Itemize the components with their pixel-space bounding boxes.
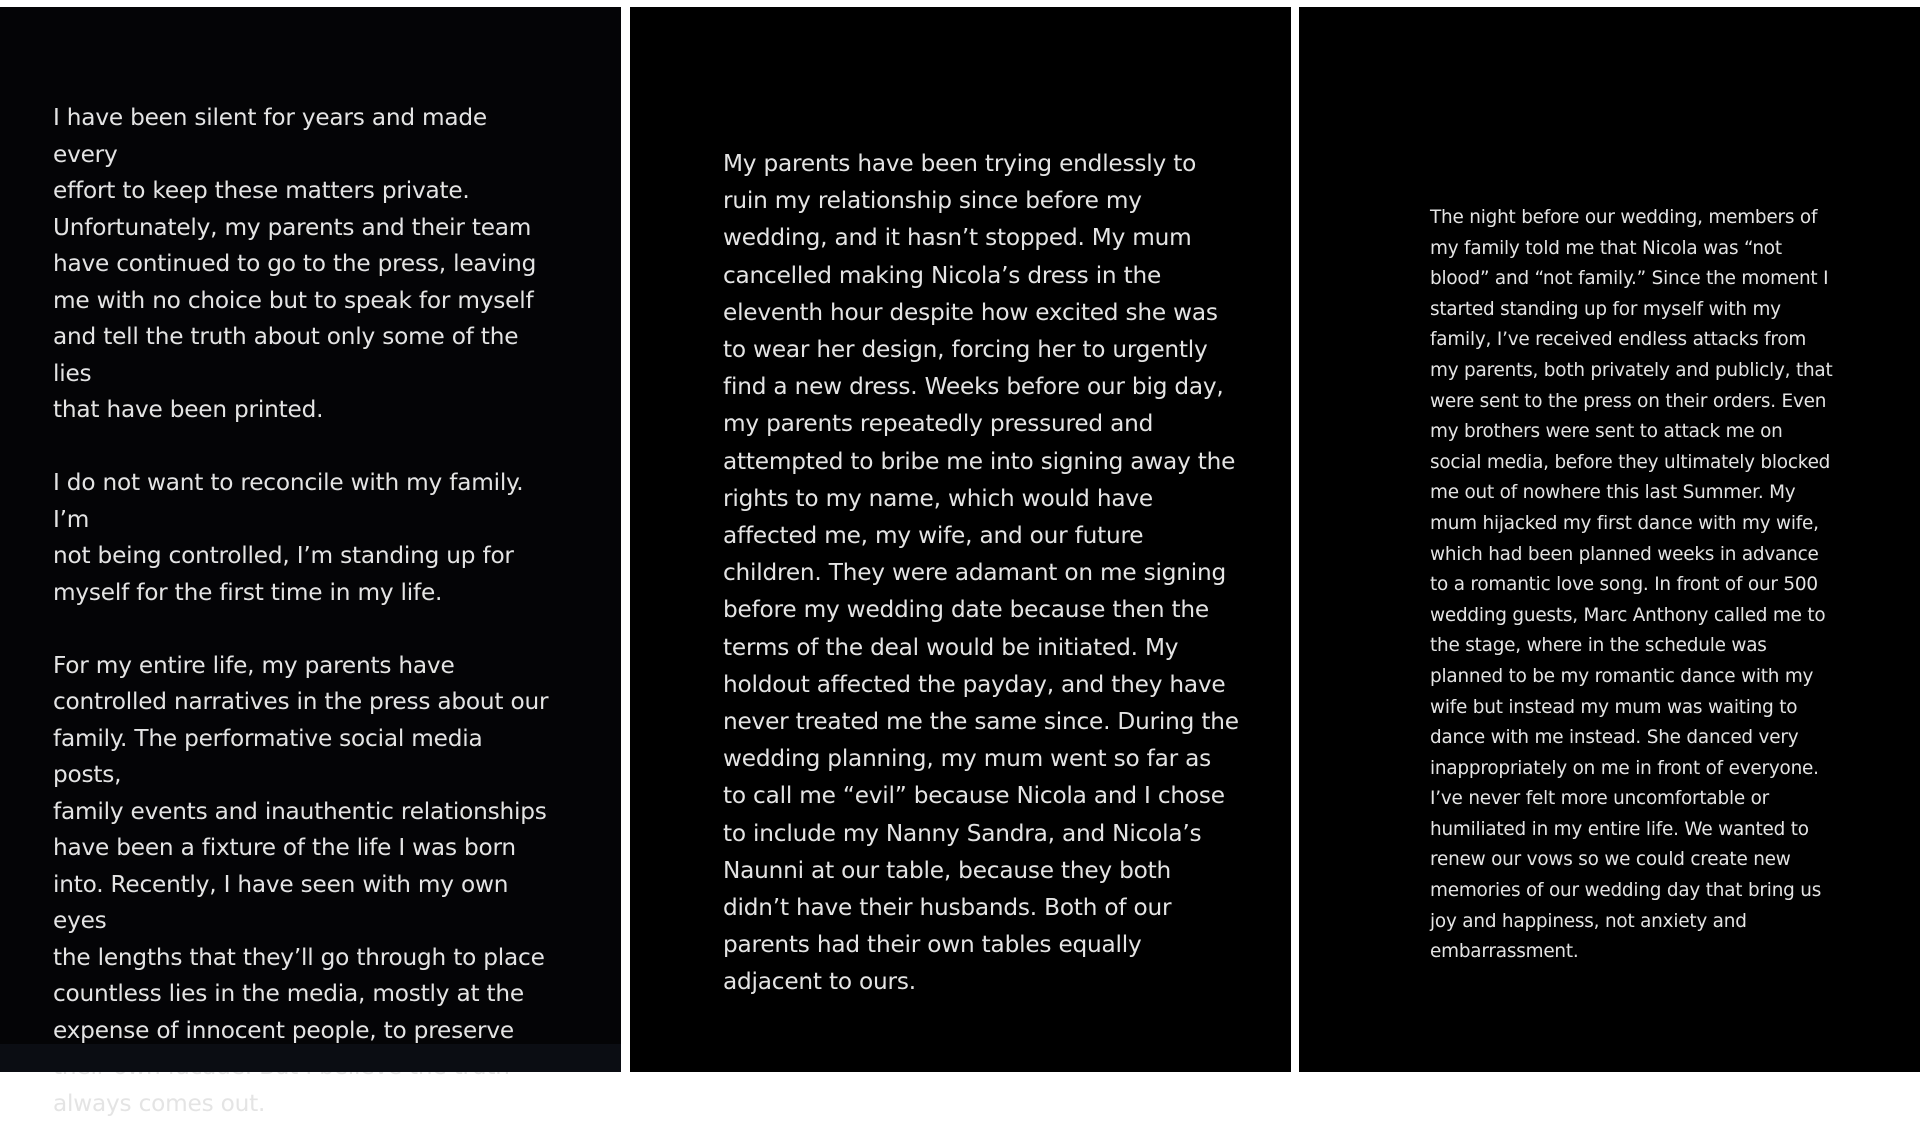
statement-text: [1430, 203, 1890, 968]
paragraph: I have been silent for years and made every effort to keep these matters private. Unfortunately, my parents and their team have continued to go to the press, leaving me with no choice but to speak for myself and tell the truth about only some of the lies that have been printed.: [53, 100, 553, 429]
paragraph: I do not want to reconcile with my family. I’m not being controlled, I’m standing up for myself for the first time in my life.: [53, 465, 553, 611]
statement-text: [723, 145, 1253, 1001]
paragraph: My parents have been trying endlessly to ruin my relationship since before my wedding, and it hasn’t stopped. My mum cancelled making Nicola’s dress in the eleventh hour despite how excited she was to wear her design, forcing her to urgently find a new dress. Weeks before our big day, my parents repeatedly pressured and attempted to bribe me into signing away the rights to my name, which would have affected me, my wife, and our future children. They were adamant on me signing before my wedding date because then the terms of the deal would be initiated. My holdout affected the payday, and they have never treated me the same since. During the wedding planning, my mum went so far as to call me “evil” because Nicola and I chose to include my Nanny Sandra, and Nicola’s Naunni at our table, because they both didn’t have their husbands. Both of our parents had their own tables equally adjacent to ours.: [723, 145, 1253, 1001]
story-panel-1: [0, 7, 621, 1072]
bottom-strip: [0, 1044, 621, 1072]
paragraph: For my entire life, my parents have controlled narratives in the press about our family. The performative social media posts, family events and inauthentic relationships have been a fixture of the life I was born into. Recently, I have seen with my own eyes the lengths that they’ll go through to place countless lies in the media, mostly at the expense of innocent people, to preserve always comes out.: [53, 648, 553, 1122]
statement-text: [53, 100, 553, 1122]
story-panel-3: [1299, 7, 1920, 1072]
story-panel-2: [630, 7, 1291, 1072]
paragraph: The night before our wedding, members of my family told me that Nicola was “not blood” and “not family.” Since the moment I started standing up for myself with my family, I’ve received endless attacks from my parents, both privately and publicly, that were sent to the press on their orders. Even my brothers were sent to attack me on social media, before they ultimately blocked me out of nowhere this last Summer. My mum hijacked my first dance with my wife, which had been planned weeks in advance to a romantic love song. In front of our 500 wedding guests, Marc Anthony called me to the stage, where in the schedule was planned to be my romantic dance with my wife but instead my mum was waiting to dance with me instead. She danced very inappropriately on me in front of everyone. I’ve never felt more uncomfortable or humiliated in my entire life. We wanted to renew our vows so we could create new memories of our wedding day that bring us joy and happiness, not anxiety and embarrassment.: [1430, 203, 1890, 968]
